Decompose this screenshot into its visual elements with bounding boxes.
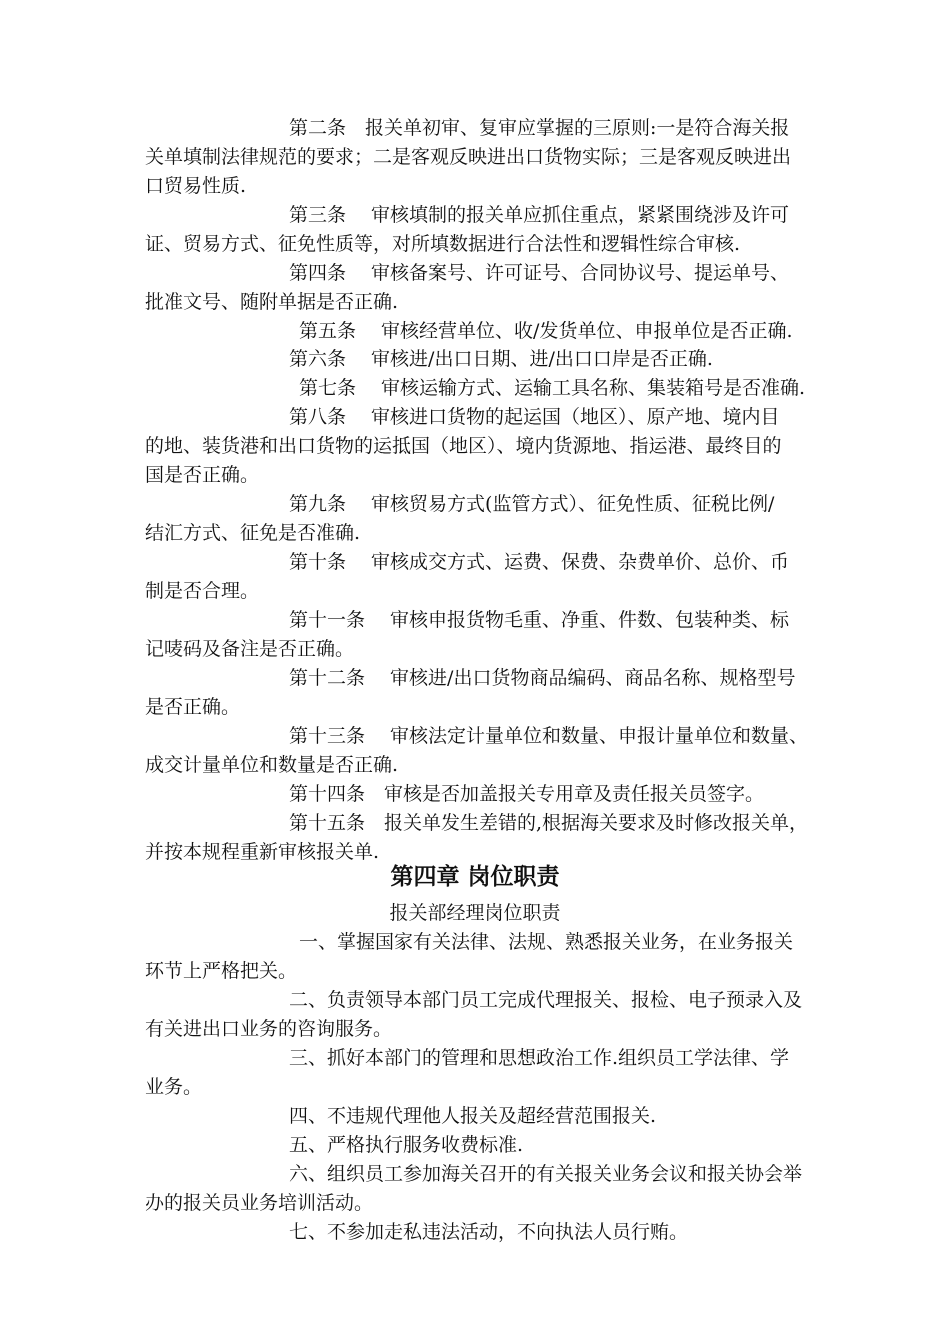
article-4-line-1: 第四条 审核备案号、许可证号、合同协议号、提运单号、: [289, 262, 790, 284]
article-14-line-1: 第十四条 审核是否加盖报关专用章及责任报关员签字。: [289, 783, 765, 805]
article-3-line-1: 第三条 审核填制的报关单应抓住重点，紧紧围绕涉及许可: [289, 204, 790, 226]
article-13-line-1: 第十三条 审核法定计量单位和数量、申报计量单位和数量、: [289, 725, 809, 747]
chapter-heading: 第四章 岗位职责: [390, 864, 560, 890]
article-9-line-2: 结汇方式、征免是否准确.: [145, 522, 361, 544]
article-2-line-3: 口贸易性质.: [145, 175, 247, 197]
duty-1-line-1: 一、掌握国家有关法律、法规、熟悉报关业务，在业务报关: [299, 931, 794, 953]
article-12-line-1: 第十二条 审核进/出口货物商品编码、商品名称、规格型号: [289, 667, 796, 689]
article-2-line-2: 关单填制法律规范的要求；二是客观反映进出口货物实际；三是客观反映进出: [145, 146, 792, 168]
article-15-line-2: 并按本规程重新审核报关单.: [145, 841, 380, 863]
duty-1-line-2: 环节上严格把关。: [145, 960, 298, 982]
article-7-line-1: 第七条 审核运输方式、运输工具名称、集装箱号是否准确.: [299, 377, 806, 399]
article-4-line-2: 批准文号、随附单据是否正确.: [145, 291, 399, 313]
duty-3-line-2: 业务。: [145, 1076, 203, 1098]
article-10-line-2: 制是否合理。: [145, 580, 260, 602]
article-15-line-1: 第十五条 报关单发生差错的,根据海关要求及时修改报关单，: [289, 812, 809, 834]
article-2-line-1: 第二条 报关单初审、复审应掌握的三原则:一是符合海关报: [289, 117, 790, 139]
article-3-line-2: 证、贸易方式、征免性质等，对所填数据进行合法性和逻辑性综合审核.: [145, 233, 741, 255]
duty-6-line-1: 六、组织员工参加海关召开的有关报关业务会议和报关协会举: [289, 1163, 803, 1185]
section-heading: 报关部经理岗位职责: [389, 902, 561, 924]
duty-2-line-1: 二、负责领导本部门员工完成代理报关、报检、电子预录入及: [289, 989, 803, 1011]
article-8-line-1: 第八条 审核进口货物的起运国（地区）、原产地、境内目: [289, 406, 780, 428]
article-11-line-1: 第十一条 审核申报货物毛重、净重、件数、包装种类、标: [289, 609, 790, 631]
article-10-line-1: 第十条 审核成交方式、运费、保费、杂费单价、总价、币: [289, 551, 790, 573]
article-5-line-1: 第五条 审核经营单位、收/发货单位、申报单位是否正确.: [299, 320, 793, 342]
duty-2-line-2: 有关进出口业务的咨询服务。: [145, 1018, 393, 1040]
article-12-line-2: 是否正确。: [145, 696, 241, 718]
article-8-line-2: 的地、装货港和出口货物的运抵国（地区）、境内货源地、指运港、最终目的: [145, 435, 782, 457]
article-11-line-2: 记唛码及备注是否正确。: [145, 638, 355, 660]
duty-6-line-2: 办的报关员业务培训活动。: [145, 1192, 374, 1214]
article-8-line-3: 国是否正确。: [145, 464, 260, 486]
duty-4-line-1: 四、不违规代理他人报关及超经营范围报关.: [289, 1105, 657, 1127]
article-6-line-1: 第六条 审核进/出口日期、进/出口口岸是否正确.: [289, 348, 713, 370]
article-9-line-1: 第九条 审核贸易方式(监管方式）、征免性质、征税比例/: [289, 493, 775, 515]
duty-5-line-1: 五、严格执行服务收费标准.: [289, 1134, 524, 1156]
duty-3-line-1: 三、抓好本部门的管理和思想政治工作.组织员工学法律、学: [289, 1047, 790, 1069]
duty-7-line-1: 七、不参加走私违法活动，不向执法人员行贿。: [289, 1221, 689, 1243]
article-13-line-2: 成交计量单位和数量是否正确.: [145, 754, 399, 776]
